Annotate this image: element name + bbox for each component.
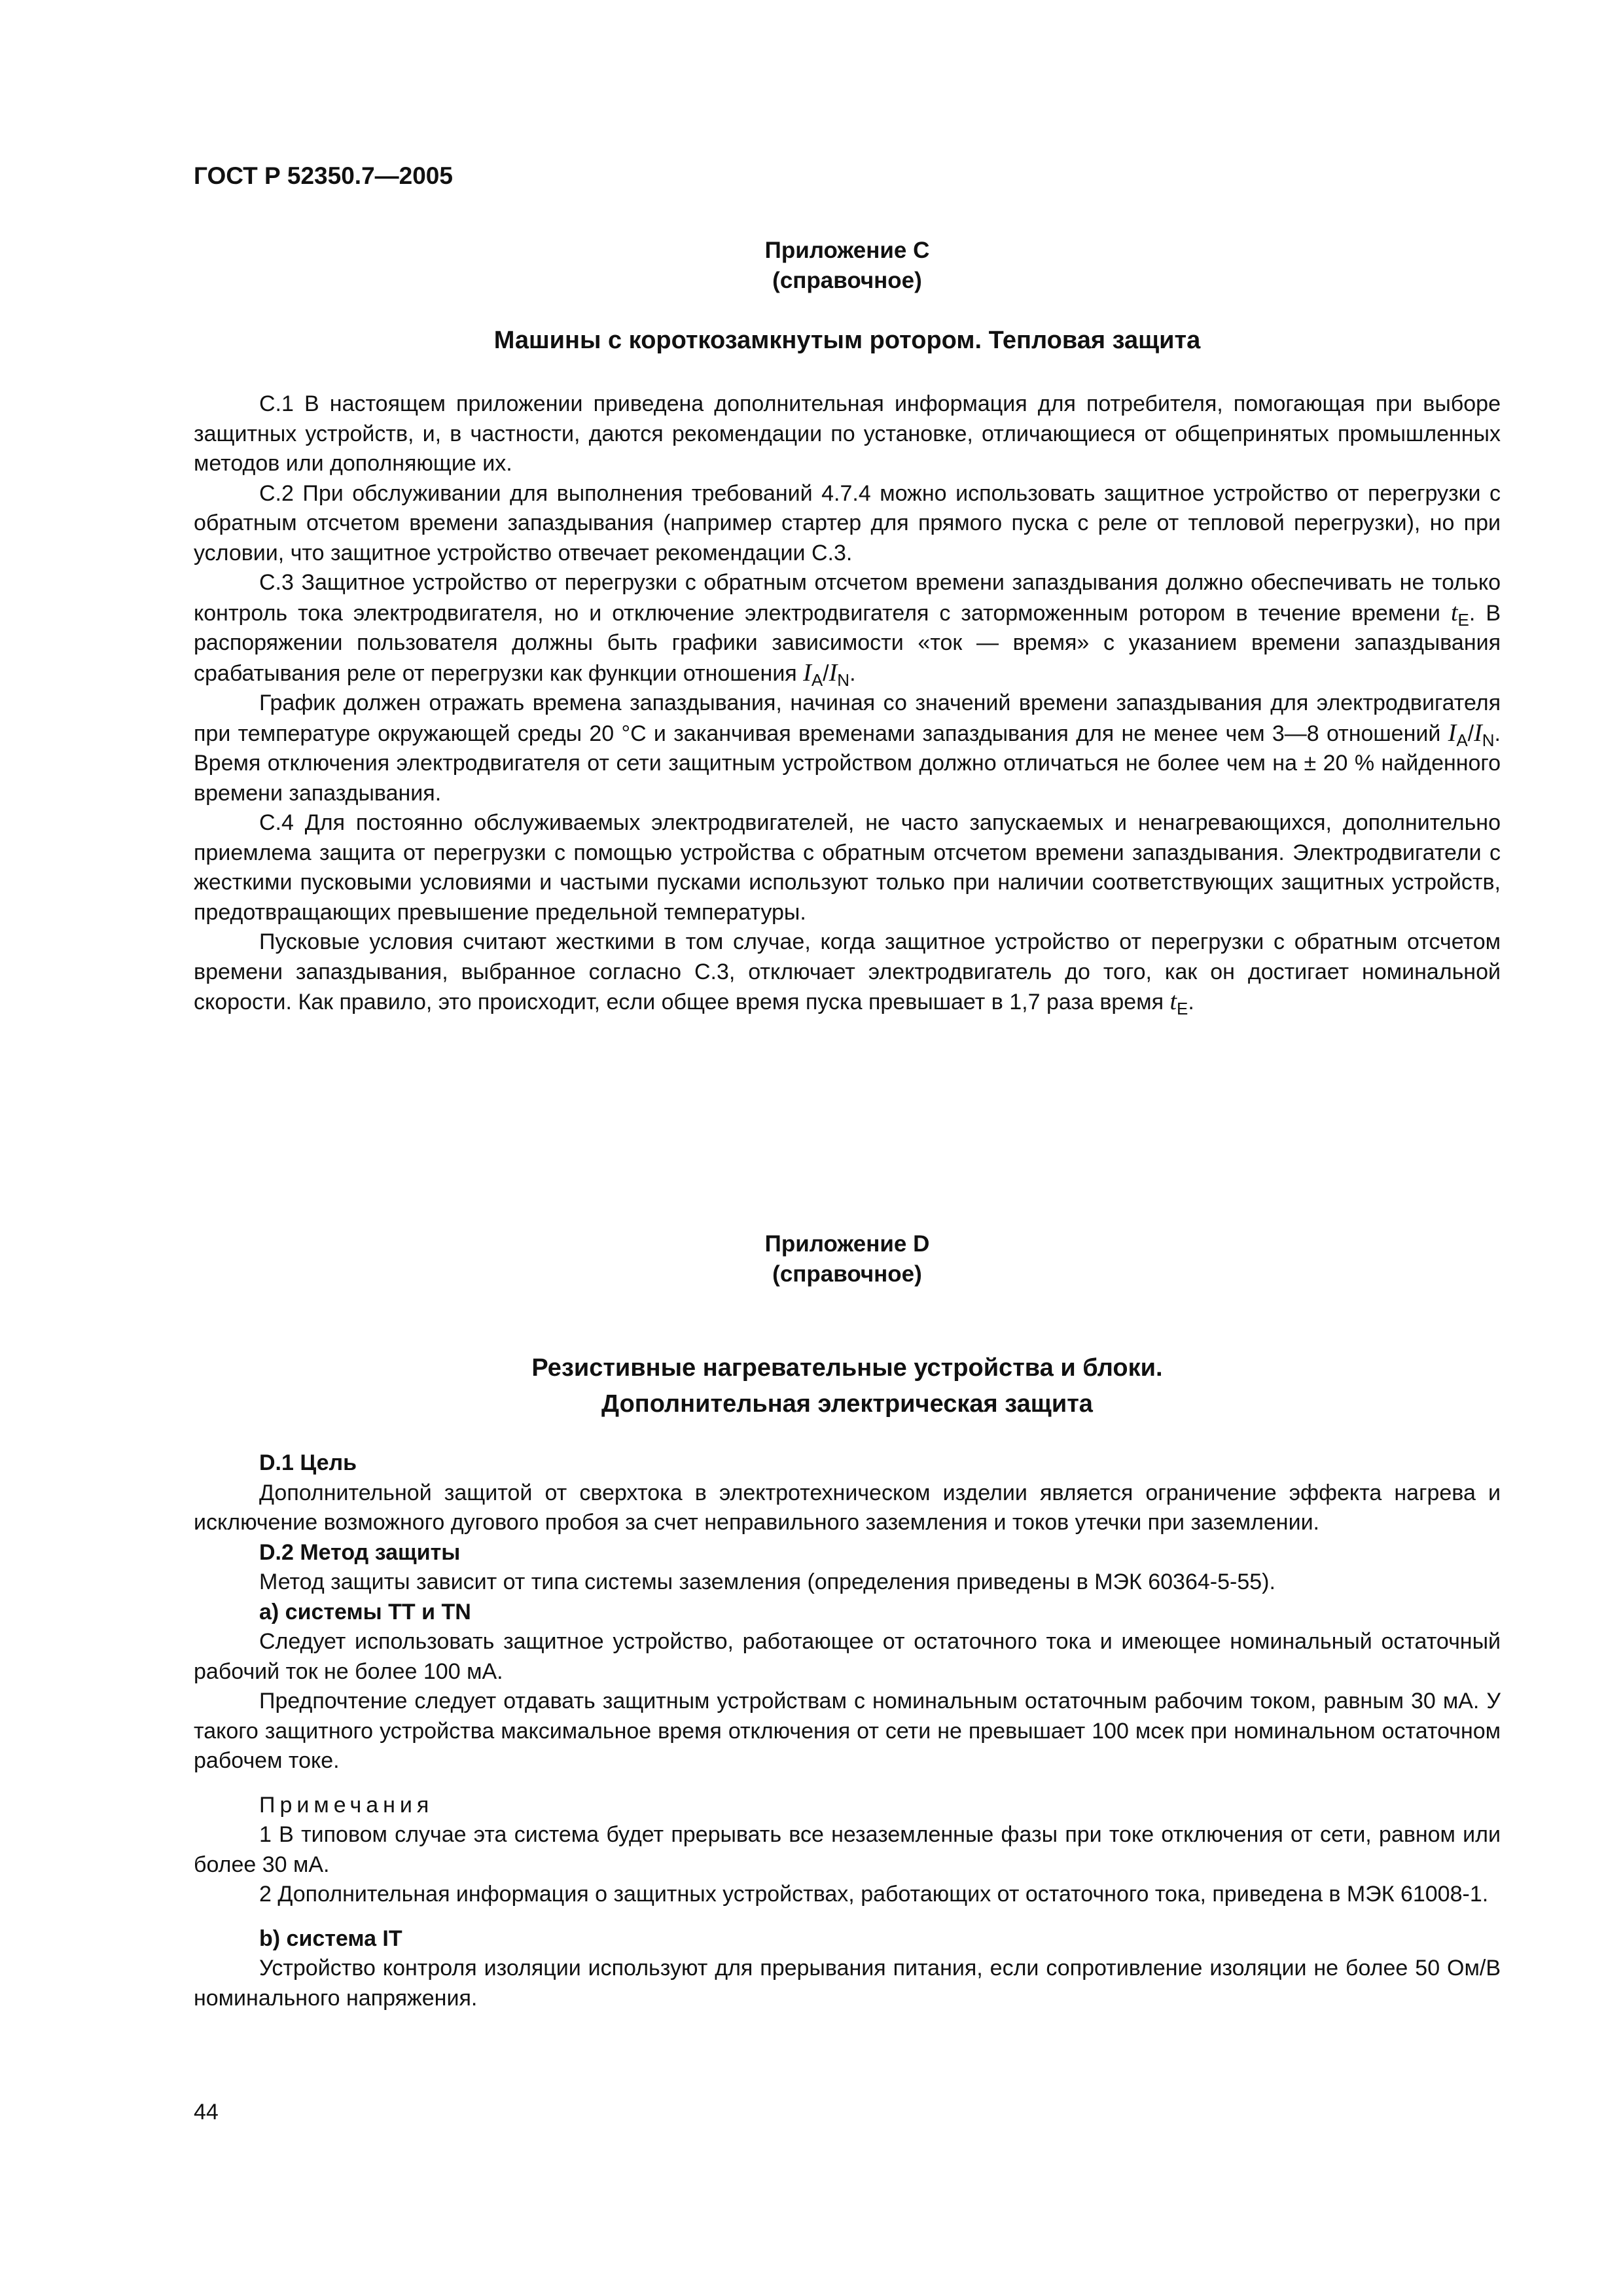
paragraph-start-conditions: Пусковые условия считают жесткими в том случае, когда защитное устройство от перегрузки с обратным отсчетом времени запаздывания, выбранное согласно С.3, отключает электродвигатель до того, как он достигает номинальной скорости. Как правило, это происходит, если общее время пуска превышает в 1,7 раза время $t_E$. bbox=[194, 929, 1501, 1018]
annex-d-label: Приложение D bbox=[764, 1231, 930, 1257]
item-b-heading: b) система IT bbox=[259, 1926, 402, 1951]
notes-heading: Примечания bbox=[259, 1792, 434, 1818]
note-1: 1 В типовом случае эта система будет прерывать все незаземленные фазы при токе отключения от сети, равном или более 30 мА. bbox=[194, 1822, 1501, 1877]
document-code: ГОСТ Р 52350.7—2005 bbox=[194, 162, 453, 189]
paragraph-c4: C.4 Для постоянно обслуживаемых электродвигателей, не часто запускаемых и ненагревающихся, дополнительно приемлема защита от перегрузки с помощью устройства с обратным отсчетом времени запаздывания. Электродвигатели с жесткими пусковыми условиями и частыми пусками используют только при наличии соответствующих защитных устройств, предотвращающих превышение предельной температуры. bbox=[194, 810, 1501, 925]
annex-d-title-line2: Дополнительная электрическая защита bbox=[601, 1390, 1093, 1418]
paragraph-c1: C.1 В настоящем приложении приведена дополнительная информация для потребителя, помогающая при выборе защитных устройств, и, в частности, даются рекомендации по установке, отличающиеся от общепринятых промышленных методов или дополняющие их. bbox=[194, 391, 1501, 476]
section-d1-text: Дополнительной защитой от сверхтока в электротехническом изделии является ограничение эффекта нагрева и исключение возможного дугового пробоя за счет неправильного заземления и токов утечки при заземлении. bbox=[194, 1480, 1501, 1535]
page-number: 44 bbox=[194, 2100, 219, 2125]
annex-c-status: (справочное) bbox=[772, 268, 922, 293]
note-2: 2 Дополнительная информация о защитных устройствах, работающих от остаточного тока, приведена в МЭК 61008-1. bbox=[259, 1882, 1489, 1907]
section-d1-heading: D.1 Цель bbox=[259, 1450, 357, 1475]
annex-d-heading bbox=[194, 1229, 1501, 1289]
item-b-text: Устройство контроля изоляции используют для прерывания питания, если сопротивление изоляции не более 50 Ом/В номинального напряжения. bbox=[194, 1956, 1501, 2011]
annex-c-heading bbox=[194, 236, 1501, 296]
annex-d-title bbox=[194, 1350, 1501, 1422]
annex-c-body bbox=[194, 389, 1501, 1018]
paragraph-c2: C.2 При обслуживании для выполнения требований 4.7.4 можно использовать защитное устройство от перегрузки с обратным отсчетом времени запаздывания (например стартер для прямого пуска с реле от тепловой перегрузки), но при условии, что защитное устройство отвечает рекомендации С.3. bbox=[194, 480, 1501, 565]
annex-d-title-line1: Резистивные нагревательные устройства и блоки. bbox=[531, 1354, 1163, 1382]
annex-c-label: Приложение C bbox=[764, 238, 930, 263]
section-d2-text: Метод защиты зависит от типа системы заземления (определения приведены в МЭК 60364-5-55). bbox=[259, 1570, 1275, 1594]
annex-c-title: Машины с короткозамкнутым ротором. Тепловая защита bbox=[493, 327, 1201, 354]
item-a-text-1: Следует использовать защитное устройство, работающее от остаточного тока и имеющее номинальный остаточный рабочий ток не более 100 мА. bbox=[194, 1629, 1501, 1684]
paragraph-c3: C.3 Защитное устройство от перегрузки с обратным отсчетом времени запаздывания должно обеспечивать не только контроль тока электродвигателя, но и отключение электродвигателя с заторможенным ротором в течение времени $t_E$. В распоряжении пользователя должны быть графики зависимости «ток — время» с указанием времени запаздывания срабатывания реле от перегрузки как функции отношения $I_A/I_N$. bbox=[194, 570, 1501, 690]
section-d2-heading: D.2 Метод защиты bbox=[259, 1539, 461, 1565]
item-a-text-2: Предпочтение следует отдавать защитным устройствам с номинальным остаточным рабочим током, равным 30 мА. У такого защитного устройства максимальное время отключения от сети не превышает 100 мсек при номинальном остаточном рабочем токе. bbox=[194, 1689, 1501, 1773]
annex-d-body bbox=[194, 1448, 1501, 2013]
annex-d-status: (справочное) bbox=[772, 1261, 922, 1287]
item-a-heading: a) системы TT и TN bbox=[259, 1599, 471, 1624]
paragraph-graph: График должен отражать времена запаздывания, начиная со значений времени запаздывания для электродвигателя при температуре окружающей среды 20 °C и заканчивая временами запаздывания для не менее чем 3—8 отношений $I_A/I_N$. Время отключения электродвигателя от сети защитным устройством должно отличаться не более чем на ± 20 % найденного времени запаздывания. bbox=[194, 691, 1501, 806]
